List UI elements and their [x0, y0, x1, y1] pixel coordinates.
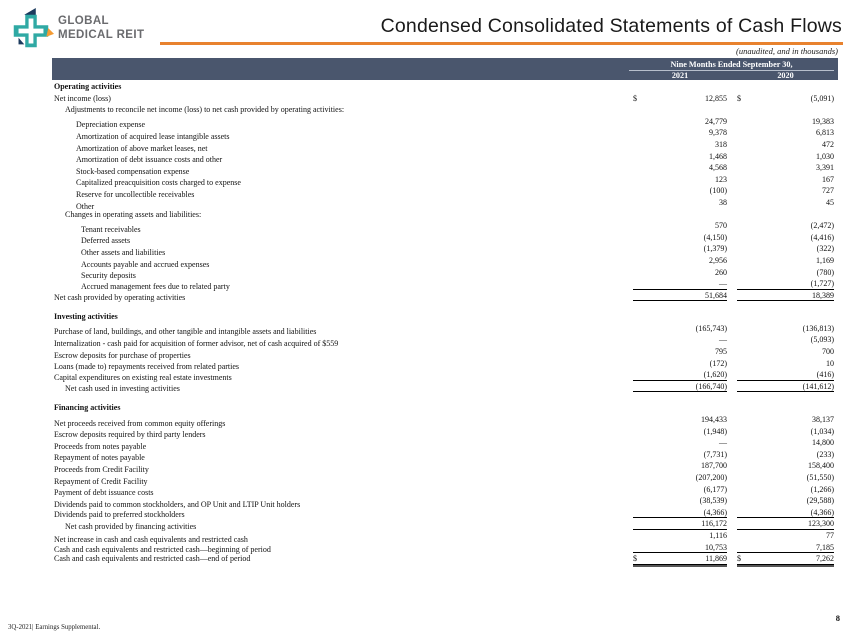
table-header-bar [52, 58, 838, 80]
value-2020 [737, 414, 834, 426]
table-row [52, 116, 838, 128]
value-2021 [633, 346, 727, 358]
value-2020 [737, 185, 834, 197]
value-2020 [737, 495, 834, 507]
value-2020 [737, 243, 834, 255]
value-2020-amount: 7,262 [816, 554, 834, 564]
row-label: Payment of debt issuance costs [54, 488, 154, 498]
value-2021-amount: 12,855 [705, 93, 727, 103]
row-label: Adjustments to reconcile net income (loss) to net cash provided by operating activities: [65, 105, 345, 115]
row-label: Financing activities [54, 403, 121, 413]
value-2021-amount: (100) [709, 186, 727, 196]
table-row [52, 290, 838, 302]
value-2021-amount: 1,468 [709, 151, 727, 161]
row-label: Net cash used in investing activities [65, 384, 180, 394]
row-label: Capitalized preacquisition costs charged to expense [76, 178, 241, 188]
value-2020 [737, 220, 834, 232]
dollar-sign: $ [737, 93, 741, 103]
row-label: Cash and cash equivalents and restricted cash—end of period [54, 554, 251, 564]
row-label: Amortization of acquired lease intangible assets [76, 131, 230, 141]
unaudited-note: (unaudited, and in thousands) [736, 46, 838, 56]
row-label: Proceeds from notes payable [54, 441, 147, 451]
row-label: Accounts payable and accrued expenses [81, 259, 210, 269]
row-label: Dividends paid to common stockholders, and OP Unit and LTIP Unit holders [54, 499, 301, 509]
table-row [52, 81, 838, 93]
row-label: Escrow deposits required by third party lenders [54, 430, 206, 440]
row-label: Operating activities [54, 82, 122, 91]
value-2020 [737, 460, 834, 472]
row-label: Net cash provided by financing activities [65, 521, 197, 531]
value-2021 [633, 243, 727, 255]
value-2021-amount: (4,150) [703, 232, 727, 242]
value-2020 [737, 381, 834, 393]
value-2021-amount: (207,200) [695, 473, 727, 482]
row-label: Net income (loss) [54, 93, 111, 103]
value-2020-amount: 19,383 [812, 116, 834, 126]
row-label: Amortization of above market leases, net [76, 143, 208, 153]
value-2021-amount: 11,869 [705, 554, 727, 564]
row-label: Internalization - cash paid for acquisition of former advisor, net of cash acquired of $559 [54, 339, 339, 349]
value-2020 [737, 518, 834, 530]
value-2021 [633, 449, 727, 461]
value-2020-amount: (2,472) [810, 221, 834, 231]
row-label: Other [76, 201, 95, 211]
value-2021 [633, 358, 727, 370]
value-2021-amount: 51,684 [705, 290, 727, 300]
value-2021-amount: — [719, 438, 727, 448]
row-label: Net proceeds received from common equity offerings [54, 418, 226, 428]
value-2020 [737, 530, 834, 542]
value-2021-amount: (4,366) [703, 507, 727, 517]
company-name [58, 15, 144, 43]
value-2021-amount: 194,433 [701, 415, 727, 425]
value-2020-amount: 45 [826, 197, 834, 207]
value-2021 [633, 278, 727, 290]
value-2020-amount: (51,550) [806, 473, 834, 482]
company-logo-icon [8, 8, 54, 54]
table-row [52, 278, 838, 290]
value-2021-amount: (1,620) [703, 370, 727, 380]
value-2021 [633, 162, 727, 174]
cash-flow-table [52, 58, 838, 565]
page-title: Condensed Consolidated Statements of Cash Flows [380, 15, 842, 37]
table-row [52, 381, 838, 393]
period-header: Nine Months Ended September 30, [629, 60, 834, 71]
value-2020-amount: (5,093) [810, 335, 834, 345]
value-2021 [633, 484, 727, 496]
row-label: Escrow deposits for purchase of properties [54, 350, 191, 360]
page-number: 8 [835, 613, 840, 623]
table-row [52, 369, 838, 381]
table-row [52, 518, 838, 530]
value-2021-amount: 4,568 [709, 163, 727, 173]
value-2020-amount: (1,266) [810, 484, 834, 494]
value-2020 [737, 278, 834, 290]
value-2020 [737, 232, 834, 244]
value-2020-amount: (136,813) [802, 323, 834, 333]
value-2021-amount: 24,779 [705, 116, 727, 126]
value-2020-amount: 7,185 [816, 542, 834, 552]
value-2021-amount: 260 [715, 267, 727, 277]
value-2020-amount: 167 [822, 174, 834, 184]
row-label: Proceeds from Credit Facility [54, 465, 149, 474]
value-2020 [737, 93, 834, 105]
value-2020-amount: (1,034) [810, 426, 834, 436]
value-2021 [633, 139, 727, 151]
value-2021 [633, 174, 727, 186]
value-2020 [737, 290, 834, 302]
value-2021 [633, 530, 727, 542]
value-2021-amount: 38 [719, 197, 727, 207]
value-2020-amount: 77 [826, 530, 834, 540]
value-2020 [737, 267, 834, 279]
row-label: Reserve for uncollectible receivables [76, 189, 195, 199]
value-2020 [737, 426, 834, 438]
value-2020-amount: 123,300 [808, 519, 834, 529]
value-2020 [737, 116, 834, 128]
value-2021-amount: (165,743) [695, 323, 727, 333]
value-2021-amount: (166,740) [695, 381, 727, 391]
value-2021 [633, 127, 727, 139]
dollar-sign: $ [633, 93, 637, 103]
column-year-2021: 2021 [671, 70, 689, 80]
row-label: Capital expenditures on existing real estate investments [54, 372, 232, 382]
value-2020-amount: 38,137 [812, 415, 834, 425]
value-2021 [633, 185, 727, 197]
value-2020-amount: (4,366) [810, 507, 834, 517]
table-row [52, 209, 838, 221]
column-year-2020: 2020 [777, 70, 794, 80]
value-2021-amount: 1,116 [709, 530, 727, 540]
value-2020 [737, 507, 834, 519]
value-2020 [737, 449, 834, 461]
value-2021 [633, 507, 727, 519]
value-2020 [737, 174, 834, 186]
value-2021-amount: 2,956 [709, 255, 727, 265]
value-2020-amount: 700 [822, 347, 834, 357]
value-2020 [737, 151, 834, 163]
row-label: Deferred assets [81, 236, 131, 246]
value-2021 [633, 369, 727, 381]
value-2020 [737, 197, 834, 209]
value-2021 [633, 414, 727, 426]
row-label: Repayment of Credit Facility [54, 476, 148, 486]
row-label: Cash and cash equivalents and restricted cash—beginning of period [54, 545, 271, 555]
value-2021-amount: 570 [715, 221, 727, 231]
value-2020 [737, 255, 834, 267]
value-2021 [633, 542, 727, 554]
value-2021-amount: — [719, 335, 727, 345]
value-2020 [737, 139, 834, 151]
value-2020-amount: 14,800 [812, 438, 834, 448]
value-2021-amount: (38,539) [699, 496, 727, 506]
table-row [52, 553, 838, 565]
value-2021 [633, 437, 727, 449]
value-2021 [633, 290, 727, 302]
value-2021 [633, 334, 727, 346]
table-row [52, 220, 838, 232]
dollar-sign: $ [737, 554, 741, 564]
table-row [52, 414, 838, 426]
value-2021 [633, 460, 727, 472]
value-2020-amount: (416) [816, 370, 834, 380]
value-2020-amount: 1,030 [816, 151, 834, 161]
value-2021-amount: (7,731) [703, 449, 727, 459]
value-2020-amount: 472 [822, 139, 834, 149]
value-2020 [737, 553, 834, 565]
value-2020 [737, 472, 834, 484]
table-row [52, 323, 838, 335]
value-2021 [633, 93, 727, 105]
value-2020 [737, 358, 834, 370]
value-2021 [633, 197, 727, 209]
value-2021-amount: (6,177) [703, 484, 727, 494]
value-2021-amount: 9,378 [709, 128, 727, 138]
value-2020-amount: 1,169 [816, 255, 834, 265]
value-2021-amount: (172) [709, 358, 727, 368]
value-2021 [633, 323, 727, 335]
company-name-line1: GLOBAL [58, 15, 109, 27]
value-2021-amount: — [719, 279, 727, 289]
value-2020-amount: 18,389 [812, 290, 834, 300]
table-row [52, 402, 838, 414]
table-row [52, 93, 838, 105]
value-2020-amount: (780) [816, 267, 834, 277]
company-name-line2: MEDICAL REIT [58, 28, 145, 41]
value-2021 [633, 267, 727, 279]
value-2021-amount: 123 [715, 174, 727, 184]
value-2020-amount: 158,400 [808, 461, 834, 471]
value-2020 [737, 334, 834, 346]
row-label: Net increase in cash and cash equivalents and restricted cash [54, 534, 248, 544]
value-2020-amount: 10 [826, 358, 834, 368]
row-label: Security deposits [81, 271, 136, 281]
dollar-sign: $ [633, 554, 637, 564]
table-row [52, 507, 838, 519]
row-label: Amortization of debt issuance costs and other [76, 155, 223, 165]
value-2021-amount: (1,379) [703, 244, 727, 254]
row-label: Loans (made to) repayments received from related parties [54, 362, 240, 372]
table-body [52, 80, 838, 565]
value-2020-amount: (1,727) [810, 279, 834, 289]
row-label: Depreciation expense [76, 120, 146, 130]
value-2021 [633, 495, 727, 507]
row-label: Stock-based compensation expense [76, 166, 190, 176]
value-2021 [633, 518, 727, 530]
value-2020 [737, 323, 834, 335]
row-label: Purchase of land, buildings, and other tangible and intangible assets and liabilities [54, 327, 317, 337]
value-2021-amount: 116,172 [701, 519, 727, 529]
value-2020 [737, 346, 834, 358]
footer-caption: 3Q-2021| Earnings Supplemental. [8, 624, 101, 631]
table-row [52, 311, 838, 323]
value-2020-amount: (322) [816, 244, 834, 254]
value-2021 [633, 255, 727, 267]
value-2020 [737, 437, 834, 449]
value-2020 [737, 162, 834, 174]
value-2021-amount: 187,700 [701, 461, 727, 471]
value-2021-amount: 318 [715, 139, 727, 149]
value-2020 [737, 542, 834, 554]
value-2020-amount: (233) [816, 449, 834, 459]
row-label: Net cash provided by operating activities [54, 293, 186, 303]
row-label: Repayment of notes payable [54, 453, 145, 463]
value-2020-amount: 3,391 [816, 163, 834, 173]
row-label: Accrued management fees due to related party [81, 281, 230, 291]
value-2020 [737, 484, 834, 496]
table-row [52, 104, 838, 116]
value-2021 [633, 426, 727, 438]
title-accent-rule [160, 42, 843, 45]
value-2020 [737, 127, 834, 139]
value-2021 [633, 472, 727, 484]
value-2020-amount: 727 [822, 186, 834, 196]
value-2021 [633, 553, 727, 565]
value-2020-amount: (29,588) [806, 496, 834, 506]
value-2021 [633, 151, 727, 163]
row-label: Other assets and liabilities [81, 247, 166, 257]
value-2021-amount: 795 [715, 347, 727, 357]
value-2021 [633, 116, 727, 128]
value-2021 [633, 232, 727, 244]
value-2021-amount: 10,753 [705, 542, 727, 552]
row-label: Dividends paid to preferred stockholders [54, 510, 185, 520]
value-2021 [633, 220, 727, 232]
row-label: Tenant receivables [81, 224, 141, 234]
year-columns [52, 71, 838, 81]
value-2020-amount: (4,416) [810, 232, 834, 242]
table-row [52, 542, 838, 554]
value-2020 [737, 369, 834, 381]
value-2020-amount: (5,091) [810, 93, 834, 103]
row-label: Investing activities [54, 312, 118, 322]
value-2021-amount: (1,948) [703, 426, 727, 436]
value-2021 [633, 381, 727, 393]
value-2020-amount: (141,612) [802, 381, 834, 391]
value-2020-amount: 6,813 [816, 128, 834, 138]
row-label: Changes in operating assets and liabilities: [65, 209, 202, 219]
